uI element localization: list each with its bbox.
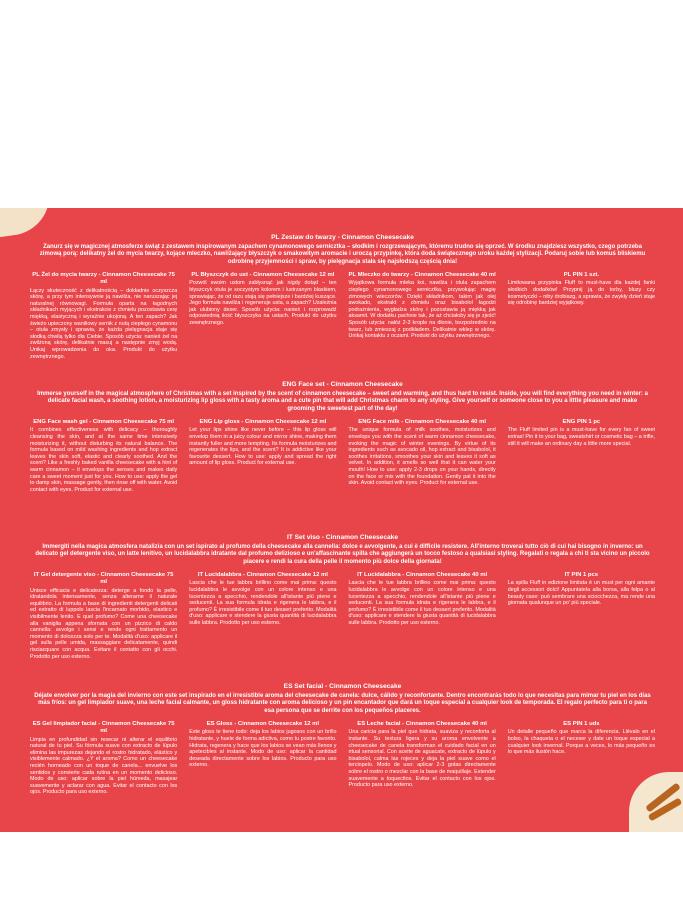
product-title: PL Żel do mycia twarzy - Cinnamon Cheesecake 75 ml — [32, 272, 175, 286]
section-pl — [30, 234, 655, 360]
product-column — [30, 721, 177, 796]
product-column — [30, 572, 177, 660]
product-description: Wyjątkowa formuła mleka koi, nawilża i otula zapachem ciepłego cynamonowego sernicztka, przywołując magię zimowych wieczorów. Dzięki składnikom, takim jak olej awokado, ekstrakt z chmielu oraz bisabolol łagodzi podrażnienia, wygładza skórę i pozostawia ją miękką jak aksamit. W dodatku pachnie tak, że aż chciałoby się je zjeść! Sposób użycia: nałóż 2-3 krople na dłonie, bezpośrednio na twarz, lub zmieszaj z podkładem. Delikatnie wklep w skórę. Unikaj kontaktu z oczami. Produkt do użytku zewnętrznego. — [348, 280, 496, 340]
product-column — [349, 721, 496, 796]
section-intro: Déjate envolver por la magia del invierno con este set inspirado en el irresistible aroma del cheesecake de canela: dulce, cálido y reconfortante. Dentro encontrarás todo lo que necesitas para mimar tu piel en los días más fríos: un gel limpiador suave, una leche facial calmante, un gloss hidratante con aroma delicioso y un pin encantador que dará un toque especial a cualquier look de temporada. El regalo perfecto para ti o para esa persona que se derrite con los pequeños placeres. — [34, 693, 651, 714]
product-description: Lascia che le tue labbra brillino come mai prima: questo lucidalabbra le avvolge con un colore intenso e una lucentezza a specchio, rendendole all'istante più piene e seducenti. La sua formula idrata e rigenera le labbra, e il profumo? È irresistibile come il tuo dessert preferito. Modalità d'uso: applicare e stendere la giusta quantità di lucidalabbra sulle labbra. Prodotto per uso esterno. — [189, 580, 337, 626]
product-description: Limpia en profundidad sin resecar ni alterar el equilibrio natural de tu piel. Su fórmula suave con extracto de lúpulo elimina las impurezas dejando el rostro hidratado, elástico y visiblemente calmado. ¿Y el aroma? Como un cheesecake recién horneado con un toque de canela... envuelve los sentidos y convierte cada rutina en un momento delicioso. Modo de uso: aplicar sobre la piel húmeda, masajear suavemente y aclarar con agua. Evitar el contacto con los ojos. Producto para uso externo. — [30, 736, 178, 796]
product-title: PL Mleczko do twarzy - Cinnamon Cheesecake 40 ml — [348, 272, 496, 279]
product-title: ENG Face milk - Cinnamon Cheesecake 40 ml — [358, 419, 486, 426]
section-title: IT Set viso - Cinnamon Cheesecake — [286, 534, 399, 541]
section-title: ES Set facial - Cinnamon Cheesecake — [283, 683, 402, 690]
product-column — [508, 721, 655, 796]
product-column — [349, 419, 496, 493]
product-title: IT Lucidalabbra - Cinnamon Cheesecake 12 ml — [197, 572, 328, 579]
product-title: ENG Lip gloss - Cinnamon Cheesecake 12 ml — [199, 419, 327, 426]
product-title: ES PIN 1 uds — [563, 721, 600, 728]
section-eng — [30, 381, 655, 493]
product-description: Una caricia para la piel que hidrata, suaviza y reconforta al instante. Su textura ligera y su aroma envolvente a cheesecake de canela transforman el cuidado facial en un ritual sensorial. Con aceite de aguacate, extracto de lúpulo y bisabolol, calma las rojeces y deja la piel suave como el terciopelo. Modo de uso: aplicar 2-3 gotas directamente sobre el rostro o mezclar con la base de maquillaje. Extender suavemente a toquecitos. Evitar el contacto con los ojos. Producto para uso externo. — [348, 729, 496, 789]
product-column — [508, 272, 655, 360]
product-column — [508, 419, 655, 493]
product-column — [30, 272, 177, 360]
product-description: Unisce efficacia e delicatezza: deterge a fondo la pelle, idratandola intensamente, senza alterarne il naturale equilibrio. La formula a base di ingredienti detergenti delicati ed estratto di luppolo lascia l'incarnato morbido, elastico e visibilmente lenito. E quel profumo? Come una cheesecake alla vaniglia appena sfornata con un pizzico di caldo cannella: avvolge i sensi e rende ogni trattamento un momento di dolcezza solo per te. Modalità d'uso: applicare il gel sulla pelle umida, massaggiare delicatamente, quindi risciacquare con acqua. Evitare il contatto con gli occhi. Prodotto per uso esterno. — [30, 587, 178, 660]
product-description: The Fluff limited pin is a must-have for every fan of sweet extras! Pin it to your bag, sweatshirt or cosmetic bag – a trifle, still it will make an ordinary day a little more special. — [507, 427, 655, 447]
product-column — [349, 272, 496, 360]
product-description: Un detalle pequeño que marca la diferencia. Llévalo en el bolso, la chaqueta o el neceser y date un toque especial a cualquier look invernal. Porque a veces, lo más pequeño es lo que más ilusión hace. — [507, 729, 655, 756]
product-title: IT Gel detergente viso - Cinnamon Cheesecake 75 ml — [33, 572, 174, 586]
product-description: Lascia che le tue labbra brillino come mai prima: questo lucidalabbra le avvolge con un colore intenso e una lucentezza a specchio, rendendole all'istante più piene e seducenti. La sua formula idrata e rigenera le labbra, e il profumo? È irresistibile come il tuo dessert preferito. Modalità d'uso: applicare e stendere la giusta quantità di lucidalabbra sulle labbra. Prodotto per uso esterno. — [348, 580, 496, 626]
product-column — [189, 572, 336, 660]
product-column — [189, 272, 336, 360]
product-columns — [30, 272, 655, 360]
product-info-panel — [0, 208, 683, 832]
product-column — [30, 419, 177, 493]
product-description: The unique formula of milk soothes, moisturizes and envelops you with the scent of warm cinnamon cheesecake, evoking the magic of winter evenings. By virtue of its ingredients such as avocado oil, hop extract and bisabolol, it soothes irritations, smoothes your skin and leaves it soft as velvet. In addition, it smells so well that it can water your mouth! How to use: apply 2-3 drops on your hands, directly on the face or mix with the foundation. Gently pat it into the skin. Avoid contact with eyes. Product for external use. — [348, 427, 496, 487]
product-columns — [30, 721, 655, 796]
product-description: Łączy skuteczność z delikatnością – dokładnie oczyszcza skórę, a przy tym intensywnie ją nawilża, nie naruszając jej naturalnej równowagi. Formuła oparta na łagodnych składnikach myjących i ekstrakcie z chmielu pozostawia cerę miękką, elastyczną i wyraźnie ukojoną. A ten zapach? Jak świeżo upieczony waniliowy sernik z nutą ciepłego cynamonu – otula zmysły i sprawia, że każda pielęgnacja staje się słodką chwilą tylko dla Ciebie. Sposób użycia: nanieś żel na zwilżoną skórę, delikatnie masuj a następnie zmyj wodą. Unikaj wprowadzenia do oka. Produkt do użytku zewnętrznego. — [30, 287, 178, 360]
product-title: PL PIN 1 szt. — [563, 272, 599, 279]
product-description: La spilla Fluff in edizione limitata è un must per ogni amante degli accessori dolci! Appuntatela alla borsa, alla felpa o al beauty case: può sembrare una sciocchezza, ma rende una giornata qualunque un po' più speciale. — [507, 580, 655, 607]
product-column — [349, 572, 496, 660]
product-description: It combines effectiveness with delicacy – thoroughly cleansing the skin, and at the same time intensively moisturizing it, without disturbing its natural balance. The formula based on mild washing ingredients and hop extract leaves the skin soft, elastic and clearly soothed. And the scent? Like a freshly baked vanilla cheesecake with a hint of warm cinnamon – it envelops the senses and makes daily care a sweet moment just for you. How to use: apply the gel to damp skin, massage gently, then rinse off with water. Avoid contact with eyes. Product for external use. — [30, 427, 178, 493]
section-intro: Immerse yourself in the magical atmosphere of Christmas with a set inspired by the scent of cinnamon cheesecake – sweet and warming, and thus hard to resist. Inside, you will find everything you need in winter: a delicate facial wash, a soothing lotion, a moisturizing lip gloss with a tasty aroma and a cute pin that will add Christmas charm to any styling. Give yourself or someone close to you a little pleasure and make grooming the sweetest part of the day! — [37, 391, 648, 412]
product-columns — [30, 572, 655, 660]
product-description: Limitowana przypinka Fluff to must-have dla każdej fanki słodkich dodatków! Przypnij ją do torby, bluzy czy kosmetyczki – niby drobiazg, a sprawia, że zwykły dzień staje się odrobinę bardziej wyjątkowy. — [507, 280, 655, 307]
section-it — [30, 534, 655, 660]
product-column — [189, 419, 336, 493]
product-description: Este gloss te tiene todo: deja los labios jugosos con un brillo hidratante, y huele de forma adictiva, como tu postre favorito. Hidrata, regenera y hace que los labios se vean más llenos y apetecibles al instante. Modo de uso: aplicar la cantidad deseada directamente sobre los labios. Producto para uso externo. — [189, 729, 337, 769]
product-title: ES Gel limpiador facial - Cinnamon Cheesecake 75 ml — [32, 721, 175, 735]
product-title: ES Leche facial - Cinnamon Cheesecake 40 ml — [357, 721, 487, 728]
product-column — [508, 572, 655, 660]
product-title: ENG PIN 1 pc — [562, 419, 601, 426]
section-es — [30, 683, 655, 796]
product-columns — [30, 419, 655, 493]
product-description: Let your lips shine like never before – this lip gloss will envelop them in a juicy colour and mirror shine, making them instantly fuller and more tempting. Its formula moisturizes and regenerates the lips, and the scent? It is addictive like your favourite dessert. How to use: apply and spread the right amount of lip gloss. Product for external use. — [189, 427, 337, 467]
product-title: PL Błyszczyk do ust - Cinnamon Cheesecake 12 ml — [191, 272, 335, 279]
product-title: IT Lucidalabbra - Cinnamon Cheesecake 40 ml — [357, 572, 488, 579]
section-intro: Immergiti nella magica atmosfera natalizia con un set ispirato al profumo della cheesecake alla cannella: dolce e avvolgente, a cui è difficile resistere. All'interno troverai tutto ciò di cui hai bisogno in inverno: un delicato gel detergente viso, un latte lenitivo, un lucidalabbra idratante dal profumo delizioso e un'affascinante spilla che aggiungerà un tocco festoso a qualsiasi styling. Regalati o regala a chi ti sta vicino un piccolo piacere e rendi la cura della pelle il momento più dolce della giornata! — [35, 544, 650, 565]
product-title: ENG Face wash gel - Cinnamon Cheesecake 75 ml — [33, 419, 175, 426]
product-title: ES Gloss - Cinnamon Cheesecake 12 ml — [206, 721, 320, 728]
section-title: ENG Face set - Cinnamon Cheesecake — [282, 381, 403, 388]
section-title: PL Zestaw do twarzy - Cinnamon Cheesecake — [271, 234, 414, 241]
section-intro: Zanurz się w magicznej atmosferze świąt z zestawem inspirowanym zapachem cynamonowego sernicztka – słodkim i rozgrzewającym, któremu trudno się oprzeć. W środku znajdziesz wszystko, czego potrzeba zimową porą: delikatny żel do mycia twarzy, kojące mleczko, nawilżający błyszczyk o smakowitym aromacie i uroczą przypinkę, która doda świątecznego uroku każdej stylizacji. Podaruj sobie lub komuś bliskiemu odrobinę przyjemności i spraw, by pielęgnacja stała się najsłodszą częścią dnia! — [39, 244, 646, 265]
product-title: IT PIN 1 pcs — [564, 572, 599, 579]
product-description: Pozwól swoim ustom zabłysnąć jak nigdy dotąd – ten błyszczyk otula je soczystym kolorem i lustrzanym blaskiem, sprawiając, że od razu stają się pełniejsze i bardziej kuszące. Jego formuła nawilża i regeneruje usta, a zapach? Uzależnia jak ulubiony deser. Sposób użycia: nanieś i rozprowadź odpowiednią ilość błyszczyka na ustach. Produkt do użytku zewnętrznego. — [189, 280, 337, 326]
product-column — [189, 721, 336, 796]
